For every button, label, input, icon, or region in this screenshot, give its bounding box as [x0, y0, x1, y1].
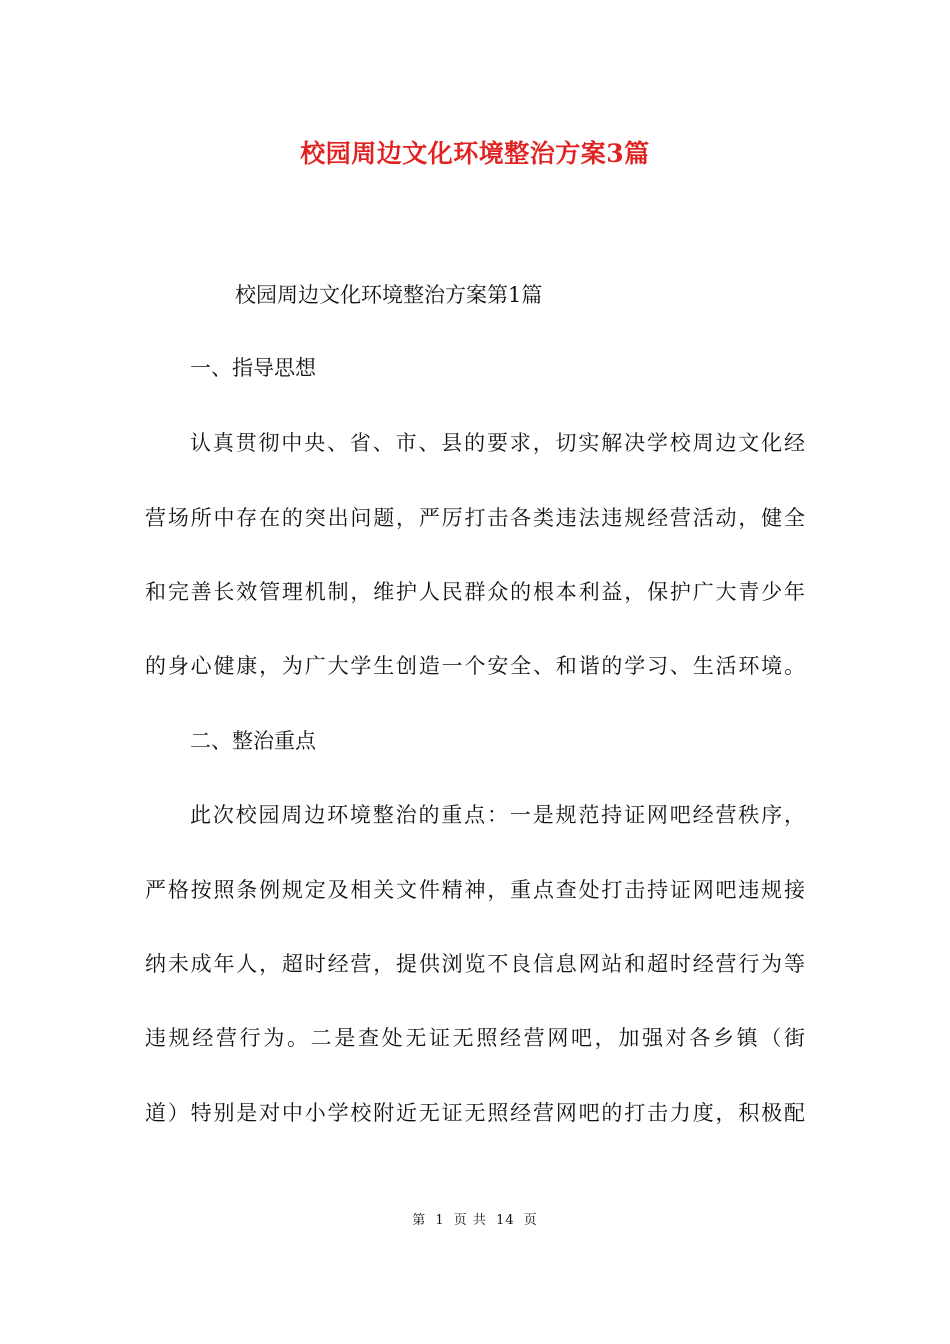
- footer-prefix: 第: [412, 1213, 427, 1228]
- paragraph-line: 道）特别是对中小学校附近无证无照经营网吧的打击力度，积极配: [145, 1101, 805, 1125]
- paragraph-line: 纳未成年人，超时经营，提供浏览不良信息网站和超时经营行为等: [145, 952, 805, 976]
- paragraph-line: 此次校园周边环境整治的重点：一是规范持证网吧经营秩序，: [190, 803, 805, 827]
- paragraph-line: 违规经营行为。二是查处无证无照经营网吧，加强对各乡镇（街: [145, 1026, 805, 1050]
- paragraph-line: 的身心健康，为广大学生创造一个安全、和谐的学习、生活环境。: [145, 654, 805, 678]
- subtitle: 校园周边文化环境整治方案第1篇: [235, 283, 543, 307]
- footer-middle: 页 共: [453, 1213, 487, 1228]
- paragraph-line: 和完善长效管理机制，维护人民群众的根本利益，保护广大青少年: [145, 580, 805, 604]
- footer-total-pages: 14: [496, 1213, 515, 1228]
- paragraph-line: 严格按照条例规定及相关文件精神，重点查处打击持证网吧违规接: [145, 878, 805, 902]
- section-heading-2: 二、整治重点: [190, 729, 316, 753]
- section-heading-1: 一、指导思想: [190, 356, 316, 380]
- footer-current-page: 1: [435, 1213, 445, 1228]
- paragraph-line: 认真贯彻中央、省、市、县的要求，切实解决学校周边文化经: [190, 431, 805, 455]
- document-title: 校园周边文化环境整治方案3篇: [300, 139, 650, 168]
- paragraph-line: 营场所中存在的突出问题，严厉打击各类违法违规经营活动，健全: [145, 506, 805, 530]
- page-footer: [0, 1209, 950, 1228]
- footer-suffix: 页: [523, 1213, 538, 1228]
